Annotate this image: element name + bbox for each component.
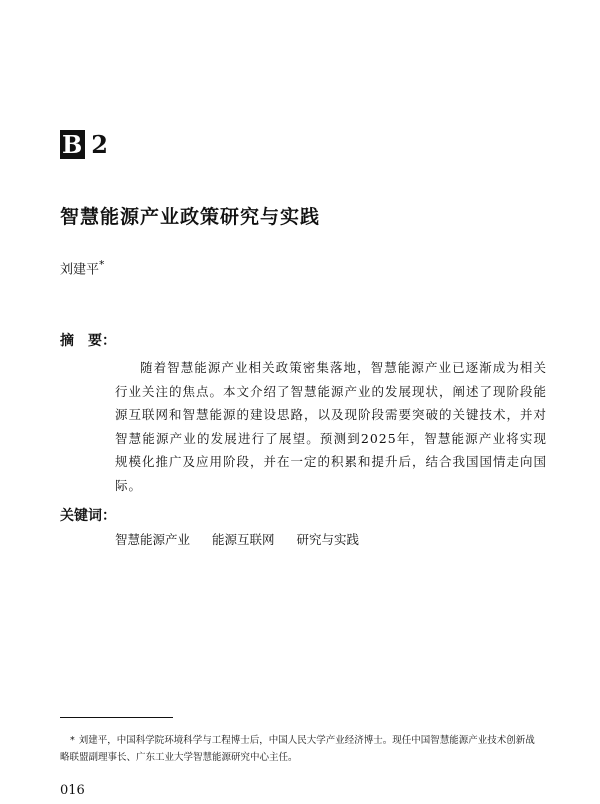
report-number-value: 2	[91, 130, 109, 159]
footnote-divider	[60, 717, 173, 718]
page-number: 016	[60, 783, 85, 798]
abstract-label: 摘 要：	[60, 333, 116, 349]
abstract-text: 随着智慧能源产业相关政策密集落地，智慧能源产业已逐渐成为相关行业关注的焦点。本文介绍了智慧能源产业的发展现状，阐述了现阶段能源互联网和智慧能源的建设思路，以及现阶段需要突破的关键技术，并对智慧能源产业的发展进行了展望。预测到2025年，智慧能源产业将实现规模化推广及应用阶段，并在一定的积累和提升后，结合我国国情走向国际。	[115, 360, 548, 493]
keyword-item: 研究与实践	[296, 532, 360, 547]
author-footnote-mark: *	[99, 258, 105, 271]
author-name: 刘建平	[60, 262, 100, 278]
keyword-item: 智慧能源产业	[115, 532, 191, 547]
author	[60, 258, 104, 277]
keyword-item: 能源互联网	[212, 532, 275, 547]
footnote	[60, 732, 540, 766]
report-number	[60, 130, 109, 159]
page-title: 智慧能源产业政策研究与实践	[60, 206, 321, 228]
footnote-mark: *	[70, 735, 75, 746]
footnote-text: 刘建平，中国科学院环境科学与工程博士后，中国人民大学产业经济博士。现任中国智慧能源产业技术创新战略联盟副理事长、广东工业大学智慧能源研究中心主任。	[60, 735, 535, 763]
keywords-list	[115, 530, 377, 548]
report-block-letter: B	[62, 130, 84, 159]
keywords-label: 关键词：	[60, 508, 116, 524]
